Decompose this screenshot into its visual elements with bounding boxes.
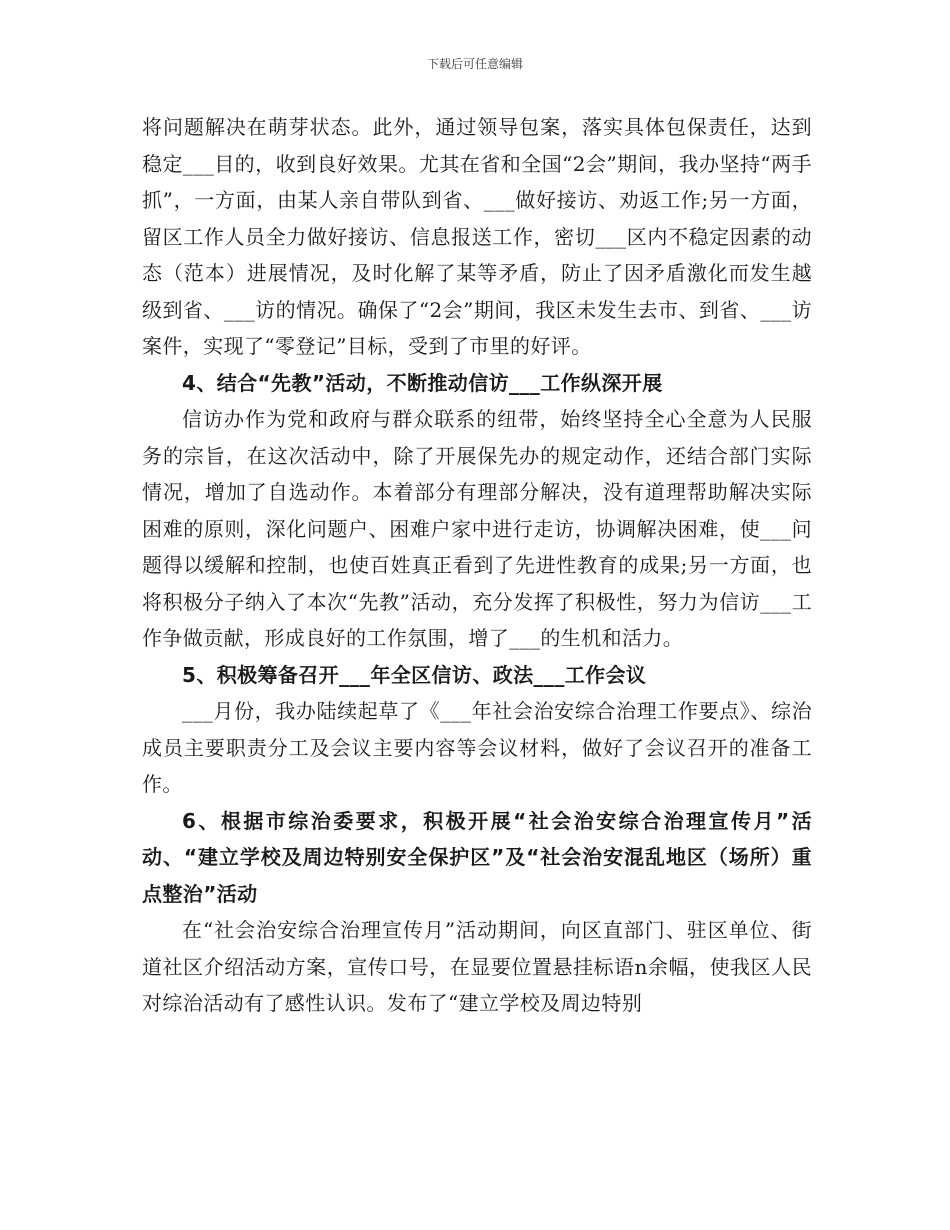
paragraph-4: 在“社会治安综合治理宣传月”活动期间，向区直部门、驻区单位、街道社区介绍活动方案，宣传口号，在显要位置悬挂标语n余幅，使我区人民对综治活动有了感性认识。发布了“建立学校及周边特别 bbox=[142, 918, 812, 1015]
paragraph-1: 将问题解决在萌芽状态。此外，通过领导包案，落实具体包保责任，达到稳定___目的，收到良好效果。尤其在省和全国“2会”期间，我办坚持“两手抓”，一方面，由某人亲自带队到省、___做好接访、劝返工作;另一方面，留区工作人员全力做好接访、信息报送工作，密切___区内不稳定因素的动态（范本）进展情况，及时化解了某等矛盾，防止了因矛盾激化而发生越级到省、___访的情况。确保了“2会”期间，我区未发生去市、到省、___访案件，实现了“零登记”目标，受到了市里的好评。 bbox=[142, 115, 812, 358]
section-heading-4: 4、结合“先教”活动，不断推动信访___工作纵深开展 bbox=[182, 370, 663, 395]
page-header: 下载后可任意编辑 bbox=[426, 57, 523, 71]
section-heading-5: 5、积极筹备召开___年全区信访、政法___工作会议 bbox=[182, 662, 647, 687]
paragraph-3: ___月份，我办陆续起草了《___年社会治安综合治理工作要点》、综治成员主要职责分工及会议主要内容等会议材料，做好了会议召开的准备工作。 bbox=[142, 699, 812, 796]
paragraph-2: 信访办作为党和政府与群众联系的纽带，始终坚持全心全意为人民服务的宗旨，在这次活动中，除了开展保先办的规定动作，还结合部门实际情况，增加了自选动作。本着部分有理部分解决，没有道理帮助解决实际困难的原则，深化问题户、困难户家中进行走访，协调解决困难，使___问题得以缓解和控制，也使百姓真正看到了先进性教育的成果;另一方面，也将积极分子纳入了本次“先教”活动，充分发挥了积极性，努力为信访___工作争做贡献，形成良好的工作氛围，增了___的生机和活力。 bbox=[142, 407, 812, 650]
section-heading-6: 6、根据市综治委要求，积极开展“社会治安综合治理宣传月”活动、“建立学校及周边特别安全保护区”及“社会治安混乱地区（场所）重点整治”活动 bbox=[142, 808, 812, 906]
document-body bbox=[142, 109, 812, 1022]
